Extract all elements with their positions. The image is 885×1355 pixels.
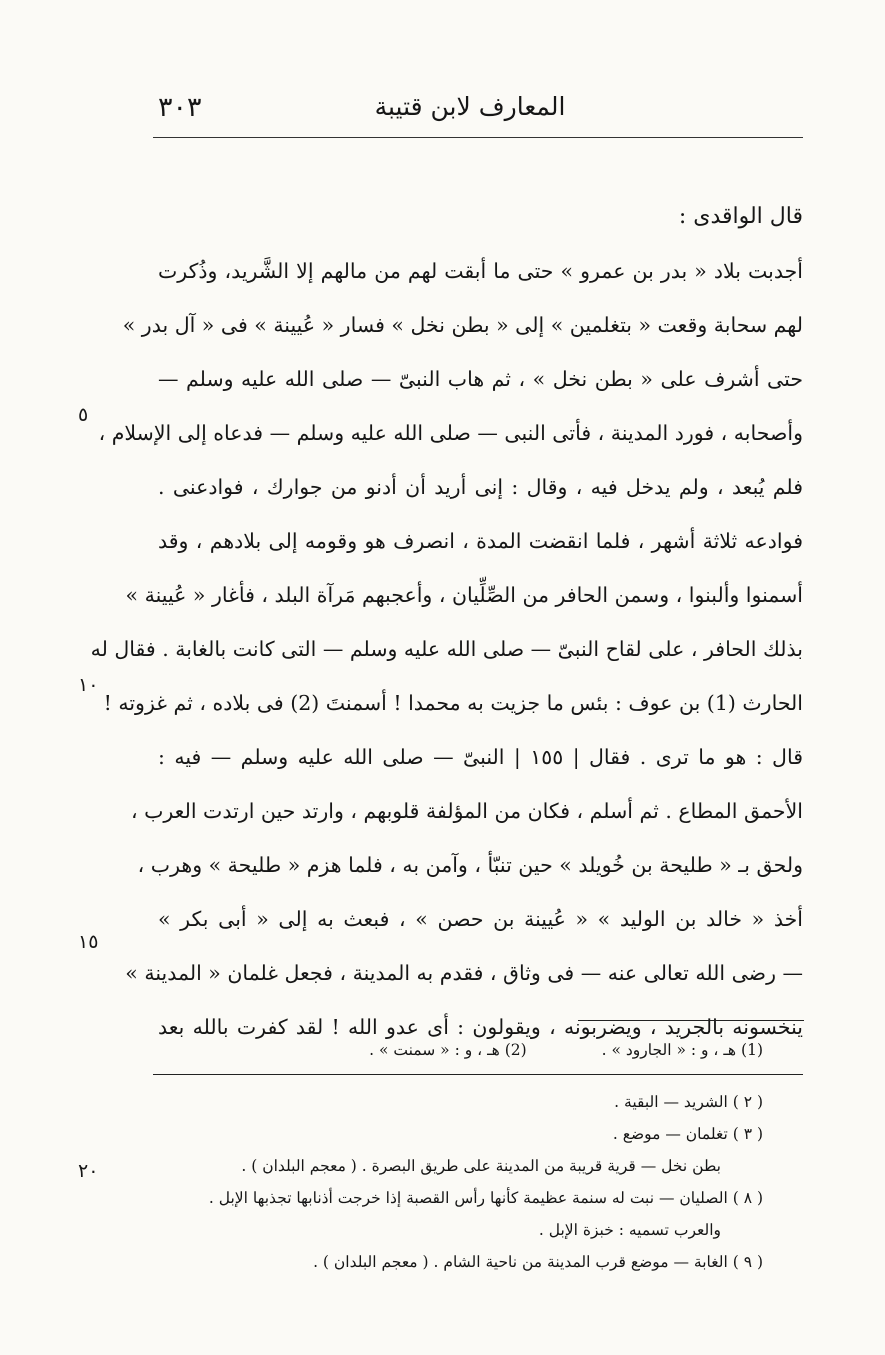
text-line: بذلك الحافر ، على لقاح النبىّ — صلى الله عليه وسلم — التى كانت بالغابة . فقال له (90, 637, 803, 661)
text-line: وأصحابه ، فورد المدينة ، فأتى النبى — صلى الله عليه وسلم — فدعاه إلى الإسلام ، (98, 421, 803, 445)
text-line: قال الواقدى : (678, 204, 803, 229)
note-item: ( ٨ ) الصليان — نبت له سنمة عظيمة كأنها رأس القصبة إذا خرجت أذنابها تجذبها الإبل . (208, 1189, 763, 1207)
text-line: أسمنوا وألبنوا ، وسمن الحافر من الصِّلِّيان ، وأعجبهم مَرآة البلد ، فأغار « عُيينة » (125, 583, 803, 607)
text-line: أجدبت بلاد « بدر بن عمرو » حتى ما أبقت لهم من مالهم إلا الشَّريد، وذُكرت (158, 259, 803, 283)
footnote-separator (578, 1020, 804, 1021)
critical-apparatus (203, 1036, 763, 1064)
margin-line-number: ١٥ (78, 931, 99, 953)
note-item: ( ٣ ) تغلمان — موضع . (612, 1125, 763, 1143)
notes-rule (153, 1074, 803, 1075)
text-line: فلم يُبعد ، ولم يدخل فيه ، وقال : إنى أريد أن أدنو من جوارك ، فوادعنى . (158, 475, 803, 499)
text-line: ولحق بـ « طليحة بن خُويلد » حين تنبّأ ، وآمن به ، فلما هزم « طليحة » وهرب ، (137, 853, 803, 877)
page-number: ٣٠٣ (158, 92, 202, 123)
header-rule (153, 137, 803, 138)
note-item: بطن نخل — قرية قريبة من المدينة على طريق البصرة . ( معجم البلدان ) . (241, 1157, 721, 1175)
apparatus-note: (1) هـ ، و : « الجارود » . (601, 1041, 763, 1059)
note-item: والعرب تسميه : خبزة الإبل . (538, 1221, 721, 1239)
explanatory-notes (163, 1086, 763, 1278)
text-line: فوادعه ثلاثة أشهر ، فلما انقضت المدة ، انصرف هو وقومه إلى بلادهم ، وقد (158, 529, 803, 553)
text-line: ينخسونه بالجريد ، ويضربونه ، ويقولون : أى عدو الله ! لقد كفرت بالله بعد (158, 1015, 803, 1039)
apparatus-note: (2) هـ ، و : « سمنت » . (369, 1041, 527, 1059)
note-item: ( ٩ ) الغابة — موضع قرب المدينة من ناحية الشام . ( معجم البلدان ) . (313, 1253, 763, 1271)
text-line: — رضى الله تعالى عنه — فى وثاق ، فقدم به المدينة ، فجعل غلمان « المدينة » (125, 961, 803, 985)
text-line: لهم سحابة وقعت « بتغلمين » إلى « بطن نخل » فسار « عُيينة » فى « آل بدر » (122, 313, 803, 337)
running-title: المعارف لابن قتيبة (374, 92, 566, 121)
margin-line-number: ٥ (78, 404, 89, 426)
margin-line-number: ٢٠ (78, 1160, 99, 1182)
text-line: الحارث (1) بن عوف : بئس ما جزيت به محمدا ! أسمنتَ (2) فى بلاده ، ثم غزوته ! (103, 691, 803, 715)
main-text (90, 190, 803, 1054)
margin-line-number: ١٠ (78, 674, 99, 696)
text-line: الأحمق المطاع . ثم أسلم ، فكان من المؤلفة قلوبهم ، وارتد حين ارتدت العرب ، (130, 799, 803, 823)
note-item: ( ٢ ) الشريد — البقية . (614, 1093, 763, 1111)
text-line: حتى أشرف على « بطن نخل » ، ثم هاب النبىّ — صلى الله عليه وسلم — (158, 367, 803, 391)
text-line: قال : هو ما ترى . فقال | ١٥٥ | النبىّ — صلى الله عليه وسلم — فيه : (158, 745, 803, 769)
text-line: أخذ « خالد بن الوليد » « عُيينة بن حصن » ، فبعث به إلى « أبى بكر » (158, 907, 803, 931)
